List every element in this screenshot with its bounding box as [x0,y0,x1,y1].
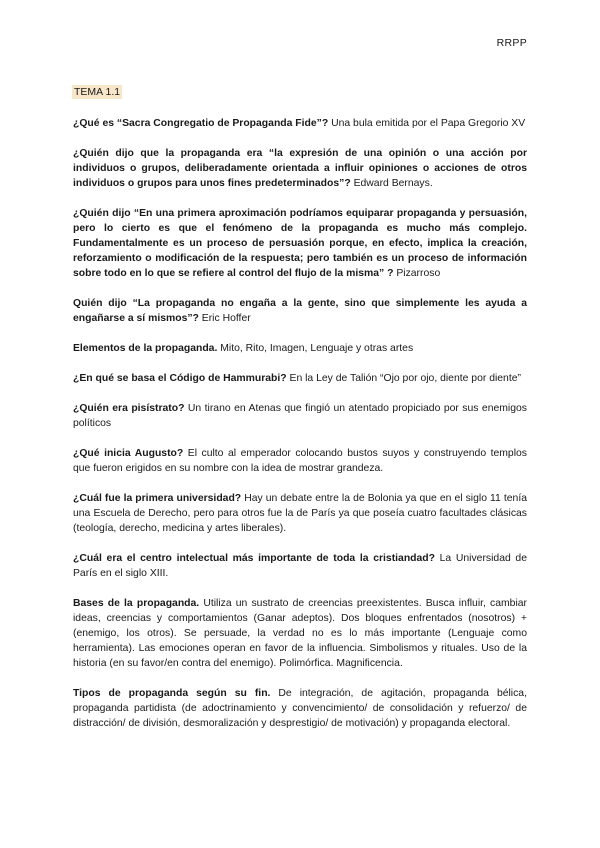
qa-item [73,146,527,191]
answer-text: Un tirano en Atenas que fingió un atentado propiciado por sus enemigos políticos [73,403,527,429]
qa-item [73,206,527,281]
question-text: ¿Cuál fue la primera universidad? [73,493,242,504]
answer-text: Mito, Rito, Imagen, Lenguaje y otras artes [217,343,414,354]
answer-text: En la Ley de Talión “Ojo por ojo, diente por diente” [286,373,521,384]
question-text: ¿Qué es “Sacra Congregatio de Propaganda Fide”? [73,118,329,129]
qa-item [73,296,527,326]
answer-text: De integración, de agitación, propaganda bélica, propaganda partidista (de adoctrinamiento y convencimiento/ de consolidación y refuerzo/ de distracción/ de división, desmoralización y desprestigio/ de motivación) y propaganda electoral. [73,688,527,729]
question-text: ¿Quién era pisístrato? [73,403,185,414]
qa-item [73,446,527,476]
answer-text: Edward Bernays. [350,178,433,189]
question-text: ¿Quién dijo que la propaganda era “la expresión de una opinión o una acción por individuos o grupos, deliberadamente orientada a influir opiniones o acciones de otros individuos o grupos para unos fines predeterminados”? [73,148,527,189]
question-text: ¿En qué se basa el Código de Hammurabi? [73,373,287,384]
question-text: Quién dijo “La propaganda no engaña a la gente, sino que simplemente les ayuda a engañarse a sí mismos”? [73,298,527,324]
answer-text: Hay un debate entre la de Bolonia ya que en el siglo 11 tenía una Escuela de Derecho, pero para otros fue la de París ya que poseía cuatro facultades clásicas (teología, derecho, medicina y artes liberales). [73,493,527,534]
qa-item [73,371,527,386]
question-text: Bases de la propaganda. [73,598,200,609]
answer-text: Pizarroso [393,268,441,279]
question-text: ¿Quién dijo “En una primera aproximación podríamos equiparar propaganda y persuasión, pero lo cierto es que el fenómeno de la propaganda es mucho más complejo. Fundamentalmente es un proceso de persuasión porque, en efecto, implica la creación, reforzamiento o modificación de la respuesta; pero también es un proceso de información sobre todo en lo que se refiere al control del flujo de la misma” ? [73,208,527,279]
question-text: Tipos de propaganda según su fin. [73,688,271,699]
answer-text: El culto al emperador colocando bustos suyos y construyendo templos que fueron erigidos en su nombre con la idea de mostrar grandeza. [73,448,527,474]
qa-list [73,116,527,746]
answer-text: La Universidad de París en el siglo XIII. [73,553,527,579]
answer-text: Eric Hoffer [198,313,251,324]
qa-item [73,491,527,536]
section-heading: TEMA 1.1 [74,86,121,98]
qa-item [73,596,527,671]
qa-item [73,551,527,581]
qa-item [73,341,527,356]
qa-item [73,116,527,131]
answer-text: Una bula emitida por el Papa Gregorio XV [328,118,526,129]
question-text: ¿Qué inicia Augusto? [73,448,184,459]
qa-item [73,686,527,731]
question-text: ¿Cuál era el centro intelectual más importante de toda la cristiandad? [73,553,435,564]
qa-item [73,401,527,431]
question-text: Elementos de la propaganda. [73,343,218,354]
answer-text: Utiliza un sustrato de creencias preexistentes. Busca influir, cambiar ideas, creencias y comportamientos (Ganar adeptos). Dos bloques enfrentados (nosotros) + (enemigo, los otros). Se persuade, la verdad no es lo más importante (Lenguaje como herramienta). Las emociones operan en favor de la influencia. Simbolismos y rituales. Uso de la historia (en su favor/en contra del enemigo). Polimórfica. Magnificencia. [73,598,528,669]
header-label: RRPP [496,37,527,49]
